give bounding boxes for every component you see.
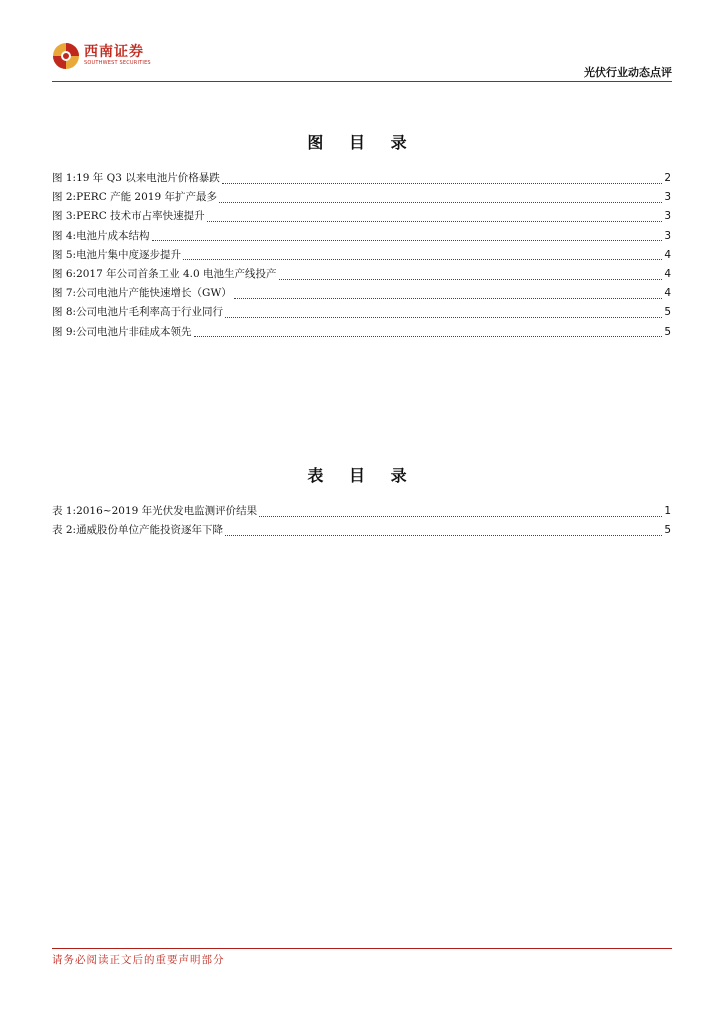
toc-entry-label: 图 5:: [52, 248, 77, 261]
toc-entry-label: 图 1:: [52, 172, 77, 184]
toc-dot-leader: [219, 201, 662, 203]
table-toc-entry[interactable]: [52, 502, 671, 521]
toc-dot-leader: [152, 239, 663, 241]
toc-entry-label: 表 2:: [52, 524, 77, 537]
toc-entry-title: 2016~2019 年光伏发电监测评价结果: [76, 505, 258, 517]
toc-page-number: 5: [664, 306, 671, 319]
toc-dot-leader: [194, 335, 663, 337]
toc-entry-title: 电池片集中度逐步提升: [76, 248, 182, 261]
toc-dot-leader: [225, 316, 662, 318]
table-toc-entry[interactable]: [52, 521, 671, 540]
toc-page-number: 4: [664, 267, 671, 280]
toc-dot-leader: [207, 220, 663, 222]
toc-entry-label: 图 4:: [52, 229, 77, 242]
company-logo: [52, 42, 151, 70]
toc-entry-title: 19 年 Q3 以来电池片价格暴跌: [76, 172, 220, 184]
figure-toc-entry[interactable]: [52, 227, 671, 246]
figures-toc-list: [52, 169, 671, 342]
tables-toc-title: 表 目 录: [307, 466, 417, 485]
toc-entry-title: 公司电池片非硅成本领先: [76, 325, 192, 338]
header-divider: [52, 81, 672, 82]
toc-dot-leader: [225, 534, 662, 536]
logo-english-name: SOUTHWEST SECURITIES: [84, 60, 151, 66]
footer-divider: [52, 948, 672, 949]
toc-page-number: 3: [664, 191, 671, 204]
toc-entry-label: 图 3:: [52, 210, 77, 223]
toc-dot-leader: [259, 515, 662, 517]
figure-toc-entry[interactable]: [52, 265, 671, 284]
toc-entry-title: 通威股份单位产能投资逐年下降: [76, 524, 224, 537]
toc-entry-label: 图 8:: [52, 306, 77, 319]
figure-toc-entry[interactable]: [52, 323, 671, 342]
disclaimer-note: 请务必阅读正文后的重要声明部分: [52, 954, 225, 966]
toc-page-number: 5: [664, 325, 671, 338]
figure-toc-entry[interactable]: [52, 188, 671, 207]
toc-entry-label: 图 2:: [52, 191, 77, 204]
toc-page-number: 4: [664, 248, 671, 261]
figure-toc-entry[interactable]: [52, 246, 671, 265]
tables-toc-list: [52, 502, 671, 540]
figure-toc-entry[interactable]: [52, 207, 671, 226]
toc-page-number: 3: [664, 210, 671, 223]
toc-entry-label: 图 6:: [52, 267, 77, 280]
toc-page-number: 2: [664, 172, 671, 184]
southwest-securities-logo-icon: [52, 42, 80, 70]
toc-entry-title: 2017 年公司首条工业 4.0 电池生产线投产: [76, 267, 277, 280]
toc-entry-title: 电池片成本结构: [76, 229, 150, 242]
toc-entry-title: 公司电池片产能快速增长（GW）: [76, 287, 232, 300]
toc-page-number: 3: [664, 229, 671, 242]
toc-dot-leader: [234, 297, 663, 299]
logo-chinese-name: 西南证券: [84, 44, 144, 60]
figure-toc-entry[interactable]: [52, 284, 671, 303]
toc-dot-leader: [279, 278, 663, 280]
figure-toc-entry[interactable]: [52, 303, 671, 322]
figure-toc-entry[interactable]: [52, 169, 671, 188]
figures-toc-title: 图 目 录: [307, 133, 417, 152]
page-header: [52, 40, 672, 82]
toc-entry-label: 表 1:: [52, 505, 77, 517]
toc-page-number: 5: [664, 524, 671, 537]
toc-entry-title: 公司电池片毛利率高于行业同行: [76, 306, 224, 319]
toc-dot-leader: [222, 182, 663, 184]
toc-entry-label: 图 7:: [52, 287, 77, 300]
toc-page-number: 1: [664, 505, 671, 517]
toc-entry-title: PERC 产能 2019 年扩产最多: [76, 191, 217, 204]
toc-page-number: 4: [664, 287, 671, 300]
toc-entry-label: 图 9:: [52, 325, 77, 338]
report-type-label: 光伏行业动态点评: [584, 66, 672, 79]
toc-entry-title: PERC 技术市占率快速提升: [76, 210, 205, 223]
toc-dot-leader: [183, 258, 662, 260]
